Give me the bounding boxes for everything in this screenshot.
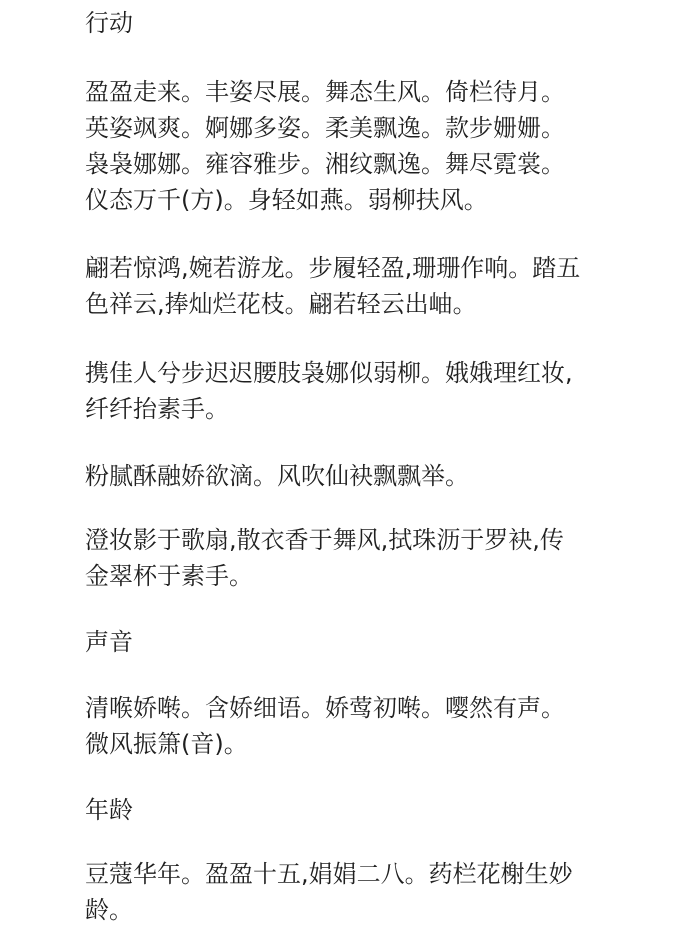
text-line: 翩若惊鸿,婉若游龙。步履轻盈,珊珊作响。踏五 xyxy=(85,254,581,282)
text-line: 微风振箫(音)。 xyxy=(85,730,248,758)
text-line: 龄。 xyxy=(85,896,133,924)
text-line: 色祥云,捧灿烂花枝。翩若轻云出岫。 xyxy=(85,290,477,318)
text-line: 袅袅娜娜。雍容雅步。湘纹飘逸。舞尽霓裳。 xyxy=(85,150,565,178)
paragraph xyxy=(85,355,675,427)
text-line: 纤纤抬素手。 xyxy=(85,395,229,423)
paragraph xyxy=(85,458,675,494)
section-heading: 声音 xyxy=(85,628,133,656)
text-line: 英姿飒爽。婀娜多姿。柔美飘逸。款步姗姗。 xyxy=(85,114,565,142)
text-line: 携佳人兮步迟迟腰肢袅娜似弱柳。娥娥理红妆, xyxy=(85,359,573,387)
paragraph xyxy=(85,250,675,322)
paragraph xyxy=(85,74,675,218)
text-line: 清喉娇啭。含娇细语。娇莺初啭。嘤然有声。 xyxy=(85,694,565,722)
section-heading: 行动 xyxy=(85,9,133,37)
text-line: 金翠杯于素手。 xyxy=(85,562,253,590)
text-line: 澄妆影于歌扇,散衣香于舞风,拭珠沥于罗袂,传 xyxy=(85,526,564,554)
text-line: 豆蔻华年。盈盈十五,娟娟二八。药栏花榭生妙 xyxy=(85,860,573,888)
paragraph xyxy=(85,522,675,594)
text-line: 盈盈走来。丰姿尽展。舞态生风。倚栏待月。 xyxy=(85,78,565,106)
paragraph xyxy=(85,690,675,762)
section-heading: 年龄 xyxy=(85,796,133,824)
text-line: 粉腻酥融娇欲滴。风吹仙袂飘飘举。 xyxy=(85,462,469,490)
paragraph xyxy=(85,856,675,928)
text-line: 仪态万千(方)。身轻如燕。弱柳扶风。 xyxy=(85,186,488,214)
